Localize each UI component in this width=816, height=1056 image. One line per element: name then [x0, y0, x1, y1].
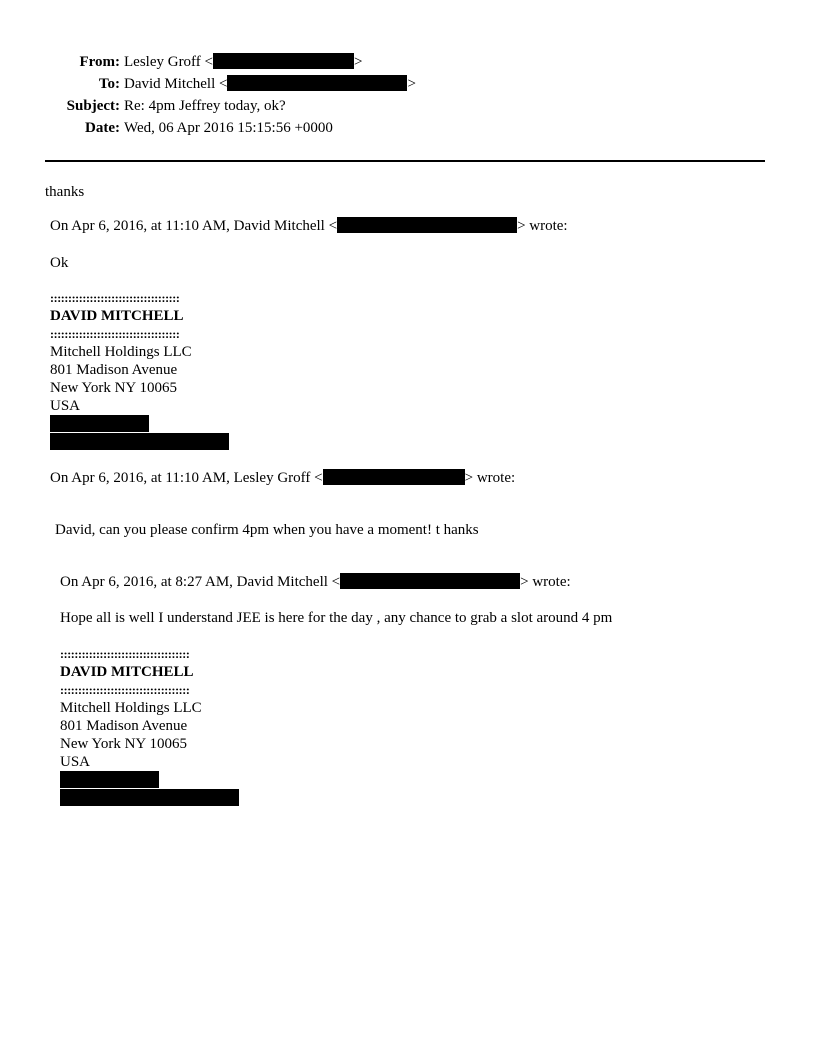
from-close: >: [354, 54, 363, 70]
reply-text: thanks: [45, 184, 85, 200]
date-row: [0, 119, 816, 137]
redaction-box: [227, 75, 407, 91]
quote1-intro-prefix: On Apr 6, 2016, at 11:10 AM, David Mitchell <: [50, 218, 338, 234]
from-label: From:: [79, 54, 120, 70]
signature-name: DAVID MITCHELL: [50, 308, 184, 324]
quote3-intro: [60, 573, 571, 591]
signature-divider-top: ::::::::::::::::::::::::::::::::::::: [60, 647, 190, 661]
header-divider: [45, 160, 765, 162]
to-close: >: [407, 76, 416, 92]
quote3-intro-prefix: On Apr 6, 2016, at 8:27 AM, David Mitchell <: [60, 574, 341, 590]
signature-city: New York NY 10065: [60, 736, 187, 752]
quote2-intro: [50, 469, 515, 487]
redaction-box: [340, 573, 520, 589]
quote1-intro-suffix: > wrote:: [517, 218, 568, 234]
subject-value: Re: 4pm Jeffrey today, ok?: [124, 98, 286, 114]
signature-street: 801 Madison Avenue: [60, 718, 188, 734]
to-row: [0, 75, 816, 93]
redaction-box: [60, 771, 159, 788]
signature-city: New York NY 10065: [50, 380, 177, 396]
quote2-text: David, can you please confirm 4pm when you have a moment! t hanks: [55, 522, 479, 538]
date-label: Date:: [85, 120, 120, 136]
date-value: Wed, 06 Apr 2016 15:15:56 +0000: [124, 120, 333, 136]
signature-company: Mitchell Holdings LLC: [60, 700, 202, 716]
signature-divider-bottom: ::::::::::::::::::::::::::::::::::::: [60, 683, 190, 697]
signature-divider-bottom: ::::::::::::::::::::::::::::::::::::: [50, 327, 180, 341]
redaction-box: [323, 469, 465, 485]
signature-name: DAVID MITCHELL: [60, 664, 194, 680]
quote2-intro-prefix: On Apr 6, 2016, at 11:10 AM, Lesley Groff <: [50, 470, 323, 486]
quote3-text: Hope all is well I understand JEE is here for the day , any chance to grab a slot around 4 pm: [60, 610, 613, 626]
quote1-text: Ok: [50, 255, 69, 271]
quote1-intro: [50, 217, 568, 235]
to-name: David Mitchell <: [124, 76, 228, 92]
redaction-box: [213, 53, 354, 69]
signature-street: 801 Madison Avenue: [50, 362, 178, 378]
subject-label: Subject:: [66, 98, 120, 114]
to-label: To:: [98, 76, 120, 92]
from-name: Lesley Groff <: [124, 54, 213, 70]
signature-company: Mitchell Holdings LLC: [50, 344, 192, 360]
signature-divider-top: ::::::::::::::::::::::::::::::::::::: [50, 291, 180, 305]
to-value: [124, 75, 416, 93]
redaction-box: [337, 217, 517, 233]
redaction-box: [50, 433, 229, 450]
signature-country: USA: [60, 754, 91, 770]
redaction-box: [60, 789, 239, 806]
signature-country: USA: [50, 398, 81, 414]
redaction-box: [50, 415, 149, 432]
quote2-intro-suffix: > wrote:: [464, 470, 516, 486]
quote3-intro-suffix: > wrote:: [520, 574, 571, 590]
from-row: [0, 53, 816, 71]
subject-row: [0, 97, 816, 115]
from-value: [124, 53, 362, 71]
